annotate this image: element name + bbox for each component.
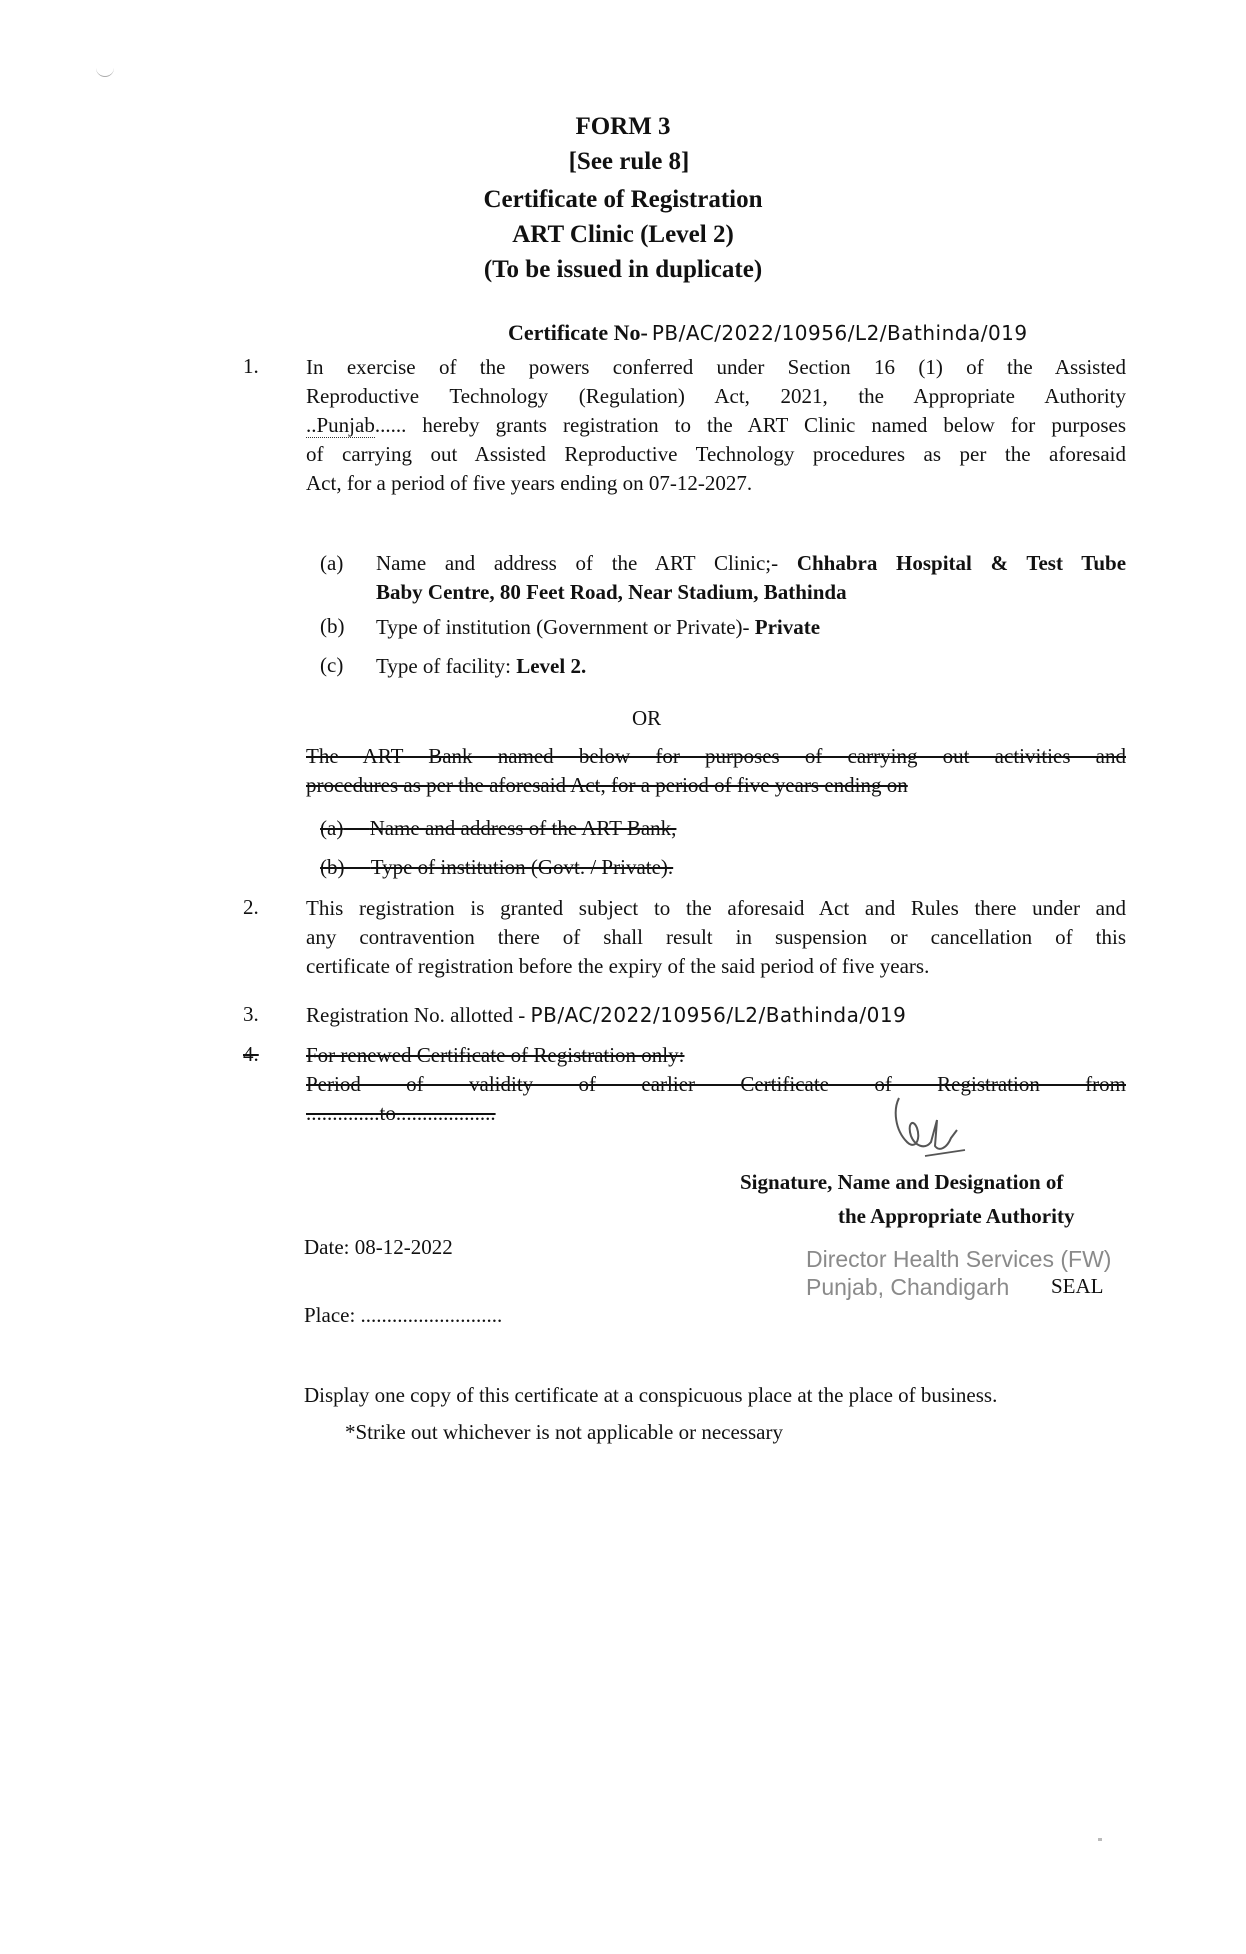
scan-mark-topleft: [96, 66, 114, 77]
item-3-number: 3.: [243, 1002, 259, 1026]
signature-line-2: the Appropriate Authority: [838, 1204, 1075, 1228]
clinic-address: Baby Centre, 80 Feet Road, Near Stadium, Bathinda: [376, 580, 847, 604]
art-bank-a-label: (a): [320, 816, 344, 840]
item-1-line-5: Act, for a period of five years ending on 07-12-2027.: [306, 471, 753, 495]
clinic-name: Chhabra Hospital & Test Tube: [796, 551, 1127, 575]
art-bank-paragraph: [306, 742, 1126, 800]
art-bank-b-label: (b): [320, 855, 345, 879]
item-2-paragraph: [306, 894, 1126, 981]
authority-name: ..Punjab: [306, 413, 375, 437]
strike-out-note: *Strike out whichever is not applicable or necessary: [345, 1420, 783, 1444]
item-4-line-3: ..............to...................: [306, 1101, 496, 1125]
item-1-line-4: of carrying out Assisted Reproductive Technology procedures as per the aforesaid: [306, 442, 1126, 466]
registration-number: PB/AC/2022/10956/L2/Bathinda/019: [530, 1003, 907, 1027]
duplicate-note: (To be issued in duplicate): [483, 256, 763, 283]
item-1-line-1: In exercise of the powers conferred under Section 16 (1) of the Assisted: [306, 355, 1126, 379]
clinic-level-title: ART Clinic (Level 2): [512, 221, 734, 248]
facility-type: Level 2.: [516, 654, 587, 678]
certificate-title: Certificate of Registration: [483, 186, 763, 213]
signature-scribble: [885, 1090, 995, 1165]
item-2-number: 2.: [243, 895, 259, 919]
clinic-b-text: Type of institution (Government or Private)-: [376, 615, 750, 639]
item-2-line-3: certificate of registration before the expiry of the said period of five years.: [306, 954, 930, 978]
certificate-number: PB/AC/2022/10956/L2/Bathinda/019: [651, 321, 1028, 345]
issue-place: Place: ...........................: [304, 1303, 503, 1327]
clinic-c-text: Type of facility:: [376, 654, 511, 678]
rule-reference: [See rule 8]: [568, 148, 690, 175]
item-1-line-3-rest: hereby grants registration to the ART Clinic named below for purposes: [422, 413, 1127, 437]
item-3-line: [306, 1001, 906, 1030]
clinic-a-text: Name and address of the ART Clinic;-: [376, 551, 779, 575]
registration-label: Registration No. allotted -: [306, 1003, 526, 1027]
or-separator: OR: [632, 706, 662, 730]
clinic-b-line: [376, 613, 820, 642]
stamp-line-1: Director Health Services (FW): [806, 1246, 1112, 1272]
art-bank-a-text: Name and address of the ART Bank,: [369, 816, 677, 840]
certificate-number-label: Certificate No-: [508, 320, 648, 345]
item-4-paragraph: [306, 1041, 1126, 1128]
display-note: Display one copy of this certificate at a conspicuous place at the place of business.: [304, 1383, 998, 1407]
item-1-line-2: Reproductive Technology (Regulation) Act, 2021, the Appropriate Authority: [306, 384, 1126, 408]
institution-type: Private: [754, 615, 821, 639]
issue-date: Date: 08-12-2022: [304, 1235, 453, 1259]
clinic-b-label: (b): [320, 614, 345, 638]
item-2-line-2: any contravention there of shall result in suspension or cancellation of this: [306, 925, 1126, 949]
item-2-line-1: This registration is granted subject to the aforesaid Act and Rules there under and: [306, 896, 1126, 920]
item-1-line-3: ..Punjab...... hereby grants registration to the ART Clinic named below for purposes: [306, 413, 1127, 437]
clinic-a-label: (a): [320, 551, 344, 575]
art-bank-line-1: The ART Bank named below for purposes of carrying out activities and: [306, 744, 1126, 768]
stamp-line-2: Punjab, Chandigarh: [806, 1274, 1010, 1300]
clinic-c-label: (c): [320, 653, 344, 677]
item-1-paragraph: [306, 353, 1126, 498]
clinic-c-line: [376, 652, 586, 681]
art-bank-a-line: [320, 814, 676, 843]
art-bank-b-text: Type of institution (Govt. / Private).: [370, 855, 674, 879]
art-bank-b-line: [320, 853, 673, 882]
item-4-line-1: For renewed Certificate of Registration only:: [306, 1043, 685, 1067]
certificate-number-line: [508, 320, 1028, 346]
item-4-line-2: Period of validity of earlier Certificate of Registration from: [306, 1072, 1126, 1096]
signature-line-1: Signature, Name and Designation of: [740, 1170, 1064, 1194]
clinic-a-block: [376, 549, 1126, 607]
form-title: FORM 3: [575, 113, 671, 140]
item-1-number: 1.: [243, 354, 259, 378]
seal-label: SEAL: [1051, 1274, 1104, 1298]
item-4-number: 4.: [243, 1042, 259, 1066]
art-bank-line-2: procedures as per the aforesaid Act, for a period of five years ending on: [306, 773, 908, 797]
scan-speck: [1098, 1838, 1102, 1841]
